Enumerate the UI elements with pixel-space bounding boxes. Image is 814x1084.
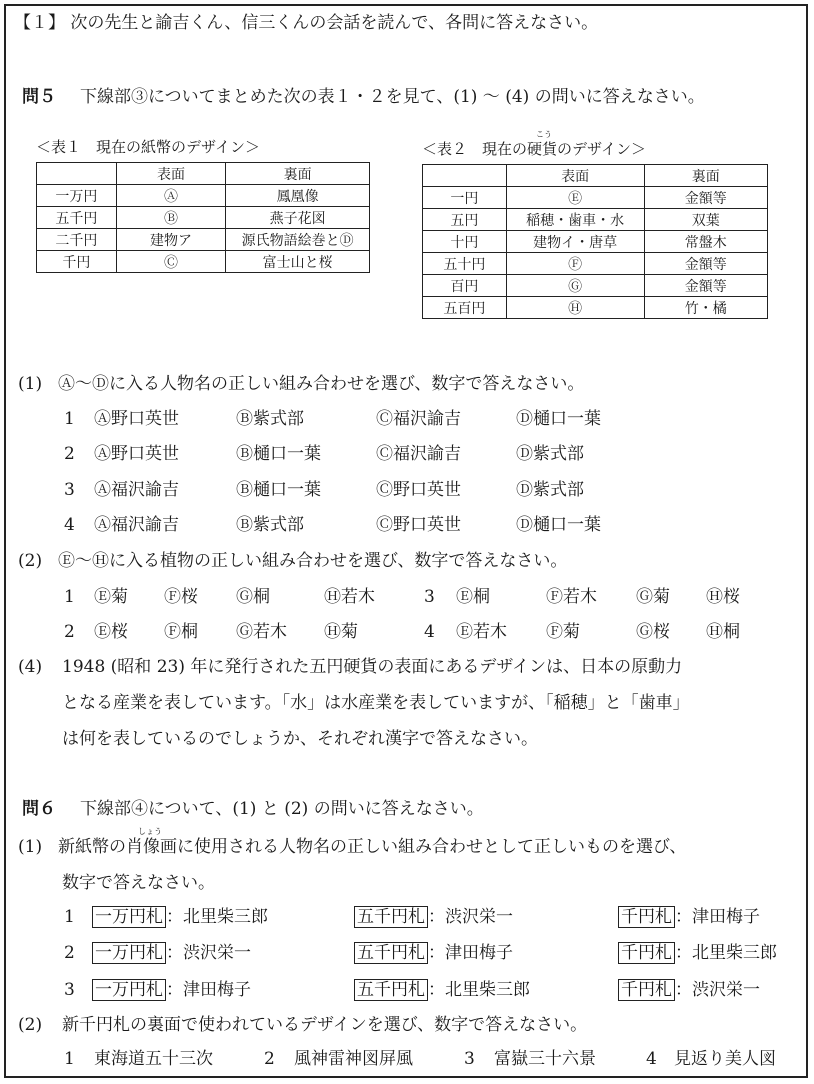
option-number: 1 bbox=[64, 1049, 75, 1069]
option-number: 3 bbox=[64, 480, 75, 500]
bill-person: ：北里柴三郎 bbox=[428, 980, 530, 1000]
table-cell: Ⓐ bbox=[116, 185, 225, 207]
q6-ruby: しょう bbox=[138, 827, 162, 836]
q5-text: 下線部③についてまとめた次の表１・２を見て、(1) ～ (4) の問いに答えなさい。 bbox=[80, 87, 705, 107]
q5-p2-text: Ⓔ～Ⓗに入る植物の正しい組み合わせを選び、数字で答えなさい。 bbox=[58, 551, 568, 571]
option-d: Ⓓ紫式部 bbox=[516, 444, 584, 464]
q5-p2-label: (2) bbox=[18, 551, 43, 571]
option-number: 4 bbox=[424, 622, 435, 642]
q6-p2-label: (2) bbox=[18, 1015, 43, 1035]
option-number: 2 bbox=[64, 622, 75, 642]
bill-label-5000: 五千円札 bbox=[354, 942, 428, 964]
bill-option-row1-10000 bbox=[92, 906, 268, 928]
option-g: Ⓖ若木 bbox=[236, 622, 287, 642]
option-h: Ⓗ菊 bbox=[324, 622, 358, 642]
bill-option-row2-1000 bbox=[618, 942, 777, 964]
option-h: Ⓗ若木 bbox=[324, 587, 375, 607]
option-g: Ⓖ桜 bbox=[636, 622, 670, 642]
table2-caption-a: ＜表２ 現在の bbox=[422, 140, 528, 158]
q6-p1-line1c: 像画に使用される人物名の正しい組み合わせとして正しいものを選び、 bbox=[143, 837, 687, 857]
q6-p1-line1b: 肖 bbox=[126, 837, 143, 857]
table-row bbox=[423, 231, 768, 253]
table-cell: 五百円 bbox=[423, 297, 507, 319]
table1-header-cell: 裏面 bbox=[226, 163, 370, 185]
q5-p1-text: Ⓐ～Ⓓに入る人物名の正しい組み合わせを選び、数字で答えなさい。 bbox=[58, 374, 585, 394]
option-f: Ⓕ菊 bbox=[546, 622, 580, 642]
q6-p2-text: 新千円札の裏面で使われているデザインを選び、数字で答えなさい。 bbox=[62, 1015, 588, 1035]
table2-ruby: こう bbox=[536, 130, 552, 139]
table-cell: Ⓕ bbox=[506, 253, 644, 275]
bill-person: ：渋沢栄一 bbox=[675, 980, 760, 1000]
bill-label-10000: 一万円札 bbox=[92, 979, 166, 1001]
table-cell: Ⓖ bbox=[506, 275, 644, 297]
option-a: Ⓐ福沢諭吉 bbox=[94, 515, 179, 535]
table-cell: 千円 bbox=[37, 251, 117, 273]
bill-option-row2-5000 bbox=[354, 942, 513, 964]
table-cell: 五千円 bbox=[37, 207, 117, 229]
table-row bbox=[423, 187, 768, 209]
table-cell: 金額等 bbox=[644, 275, 767, 297]
q6-p1-line1 bbox=[58, 836, 686, 858]
table-cell: 五十円 bbox=[423, 253, 507, 275]
table-cell: Ⓒ bbox=[116, 251, 225, 273]
option-h: Ⓗ桜 bbox=[706, 587, 740, 607]
table2-header-cell: 表面 bbox=[506, 165, 644, 187]
q6-p1-label: (1) bbox=[18, 837, 43, 857]
bill-person: ：渋沢栄一 bbox=[428, 907, 513, 927]
option-e: Ⓔ桐 bbox=[456, 587, 490, 607]
q6-p1-line2: 数字で答えなさい。 bbox=[62, 873, 215, 893]
option-number: 3 bbox=[424, 587, 435, 607]
table-cell: 鳳凰像 bbox=[226, 185, 370, 207]
bill-option-row2-10000 bbox=[92, 942, 251, 964]
bill-label-1000: 千円札 bbox=[618, 979, 675, 1001]
table1-header-cell: 表面 bbox=[116, 163, 225, 185]
table-cell: 燕子花図 bbox=[226, 207, 370, 229]
bill-label-5000: 五千円札 bbox=[354, 979, 428, 1001]
bill-option-row1-5000 bbox=[354, 906, 513, 928]
option-g: Ⓖ菊 bbox=[636, 587, 670, 607]
q5-p4-line2: となる産業を表しています。「水」は水産業を表していますが、「稲穂」と「歯車」 bbox=[62, 693, 690, 713]
bill-person: ：北里柴三郎 bbox=[166, 907, 268, 927]
q5-p1-label: (1) bbox=[18, 374, 43, 394]
table2-header-cell: 裏面 bbox=[644, 165, 767, 187]
table-row bbox=[423, 297, 768, 319]
q5-p4-label: (4) bbox=[18, 657, 43, 677]
option-number: 2 bbox=[264, 1049, 275, 1069]
option-c: Ⓒ福沢諭吉 bbox=[376, 409, 461, 429]
table-cell: Ⓑ bbox=[116, 207, 225, 229]
option-text: 富嶽三十六景 bbox=[494, 1049, 596, 1069]
bill-label-1000: 千円札 bbox=[618, 906, 675, 928]
bill-label-10000: 一万円札 bbox=[92, 942, 166, 964]
option-a: Ⓐ福沢諭吉 bbox=[94, 480, 179, 500]
q6-title: 問６ bbox=[22, 799, 56, 819]
table-cell: 十円 bbox=[423, 231, 507, 253]
table-row bbox=[423, 209, 768, 231]
q6-text: 下線部④について、(1) と (2) の問いに答えなさい。 bbox=[80, 799, 484, 819]
option-e: Ⓔ若木 bbox=[456, 622, 507, 642]
bill-person: ：津田梅子 bbox=[166, 980, 251, 1000]
q5-title: 問５ bbox=[22, 87, 56, 107]
option-c: Ⓒ福沢諭吉 bbox=[376, 444, 461, 464]
option-f: Ⓕ桐 bbox=[164, 622, 198, 642]
q6-p1-line1a: 新紙幣の bbox=[58, 837, 126, 857]
table-cell: 竹・橘 bbox=[644, 297, 767, 319]
table-cell: 源氏物語絵巻とⒹ bbox=[226, 229, 370, 251]
q5-p4-line3: は何を表しているのでしょうか、それぞれ漢字で答えなさい。 bbox=[62, 729, 538, 749]
table-row bbox=[37, 185, 370, 207]
option-text: 風神雷神図屏風 bbox=[294, 1049, 413, 1069]
option-number: 1 bbox=[64, 409, 75, 429]
option-number: 2 bbox=[64, 943, 75, 963]
table-cell: 五円 bbox=[423, 209, 507, 231]
bill-label-1000: 千円札 bbox=[618, 942, 675, 964]
bill-person: ：津田梅子 bbox=[428, 943, 513, 963]
table2-caption bbox=[422, 138, 646, 159]
option-f: Ⓕ桜 bbox=[164, 587, 198, 607]
bill-option-row3-1000 bbox=[618, 979, 760, 1001]
option-b: Ⓑ樋口一葉 bbox=[236, 444, 321, 464]
option-b: Ⓑ紫式部 bbox=[236, 515, 304, 535]
table2-header-row bbox=[423, 165, 768, 187]
table-cell: 百円 bbox=[423, 275, 507, 297]
table1 bbox=[36, 162, 370, 273]
option-h: Ⓗ桐 bbox=[706, 622, 740, 642]
option-e: Ⓔ菊 bbox=[94, 587, 128, 607]
table-cell: 二千円 bbox=[37, 229, 117, 251]
option-number: 4 bbox=[646, 1049, 657, 1069]
table2-header-cell bbox=[423, 165, 507, 187]
table2-caption-b: 硬 bbox=[527, 140, 543, 158]
option-number: 3 bbox=[64, 980, 75, 1000]
table-cell: Ⓔ bbox=[506, 187, 644, 209]
option-d: Ⓓ紫式部 bbox=[516, 480, 584, 500]
bill-person: ：津田梅子 bbox=[675, 907, 760, 927]
bill-option-row3-10000 bbox=[92, 979, 251, 1001]
option-c: Ⓒ野口英世 bbox=[376, 480, 461, 500]
option-a: Ⓐ野口英世 bbox=[94, 444, 179, 464]
option-a: Ⓐ野口英世 bbox=[94, 409, 179, 429]
table-cell: 常盤木 bbox=[644, 231, 767, 253]
option-text: 見返り美人図 bbox=[674, 1049, 776, 1069]
option-f: Ⓕ若木 bbox=[546, 587, 597, 607]
option-c: Ⓒ野口英世 bbox=[376, 515, 461, 535]
option-number: 1 bbox=[64, 907, 75, 927]
table1-caption: ＜表１ 現在の紙幣のデザイン＞ bbox=[36, 138, 260, 156]
option-number: 4 bbox=[64, 515, 75, 535]
bill-label-5000: 五千円札 bbox=[354, 906, 428, 928]
table-cell: 一万円 bbox=[37, 185, 117, 207]
table-cell: 金額等 bbox=[644, 253, 767, 275]
option-text: 東海道五十三次 bbox=[94, 1049, 213, 1069]
section-header: 【１】 次の先生と諭吉くん、信三くんの会話を読んで、各問に答えなさい。 bbox=[14, 13, 599, 33]
table-cell: 建物イ・唐草 bbox=[506, 231, 644, 253]
option-d: Ⓓ樋口一葉 bbox=[516, 409, 601, 429]
bill-person: ：北里柴三郎 bbox=[675, 943, 777, 963]
table-row bbox=[37, 251, 370, 273]
table1-header-row bbox=[37, 163, 370, 185]
q5-p4-line1: 1948 (昭和 23) 年に発行された五円硬貨の表面にあるデザインは、日本の原動力 bbox=[62, 657, 683, 677]
option-number: 2 bbox=[64, 444, 75, 464]
table-row bbox=[423, 275, 768, 297]
table-cell: 一円 bbox=[423, 187, 507, 209]
table2-caption-c: 貨のデザイン＞ bbox=[542, 140, 646, 158]
option-e: Ⓔ桜 bbox=[94, 622, 128, 642]
table-row bbox=[37, 207, 370, 229]
table-cell: Ⓗ bbox=[506, 297, 644, 319]
option-number: 3 bbox=[464, 1049, 475, 1069]
table-row bbox=[37, 229, 370, 251]
table2 bbox=[422, 164, 768, 319]
bill-label-10000: 一万円札 bbox=[92, 906, 166, 928]
table-cell: 金額等 bbox=[644, 187, 767, 209]
table-row bbox=[423, 253, 768, 275]
option-number: 1 bbox=[64, 587, 75, 607]
option-g: Ⓖ桐 bbox=[236, 587, 270, 607]
bill-person: ：渋沢栄一 bbox=[166, 943, 251, 963]
option-b: Ⓑ樋口一葉 bbox=[236, 480, 321, 500]
option-b: Ⓑ紫式部 bbox=[236, 409, 304, 429]
table-cell: 建物ア bbox=[116, 229, 225, 251]
table-cell: 稲穂・歯車・水 bbox=[506, 209, 644, 231]
option-d: Ⓓ樋口一葉 bbox=[516, 515, 601, 535]
table1-header-cell bbox=[37, 163, 117, 185]
table-cell: 富士山と桜 bbox=[226, 251, 370, 273]
table-cell: 双葉 bbox=[644, 209, 767, 231]
bill-option-row3-5000 bbox=[354, 979, 530, 1001]
bill-option-row1-1000 bbox=[618, 906, 760, 928]
